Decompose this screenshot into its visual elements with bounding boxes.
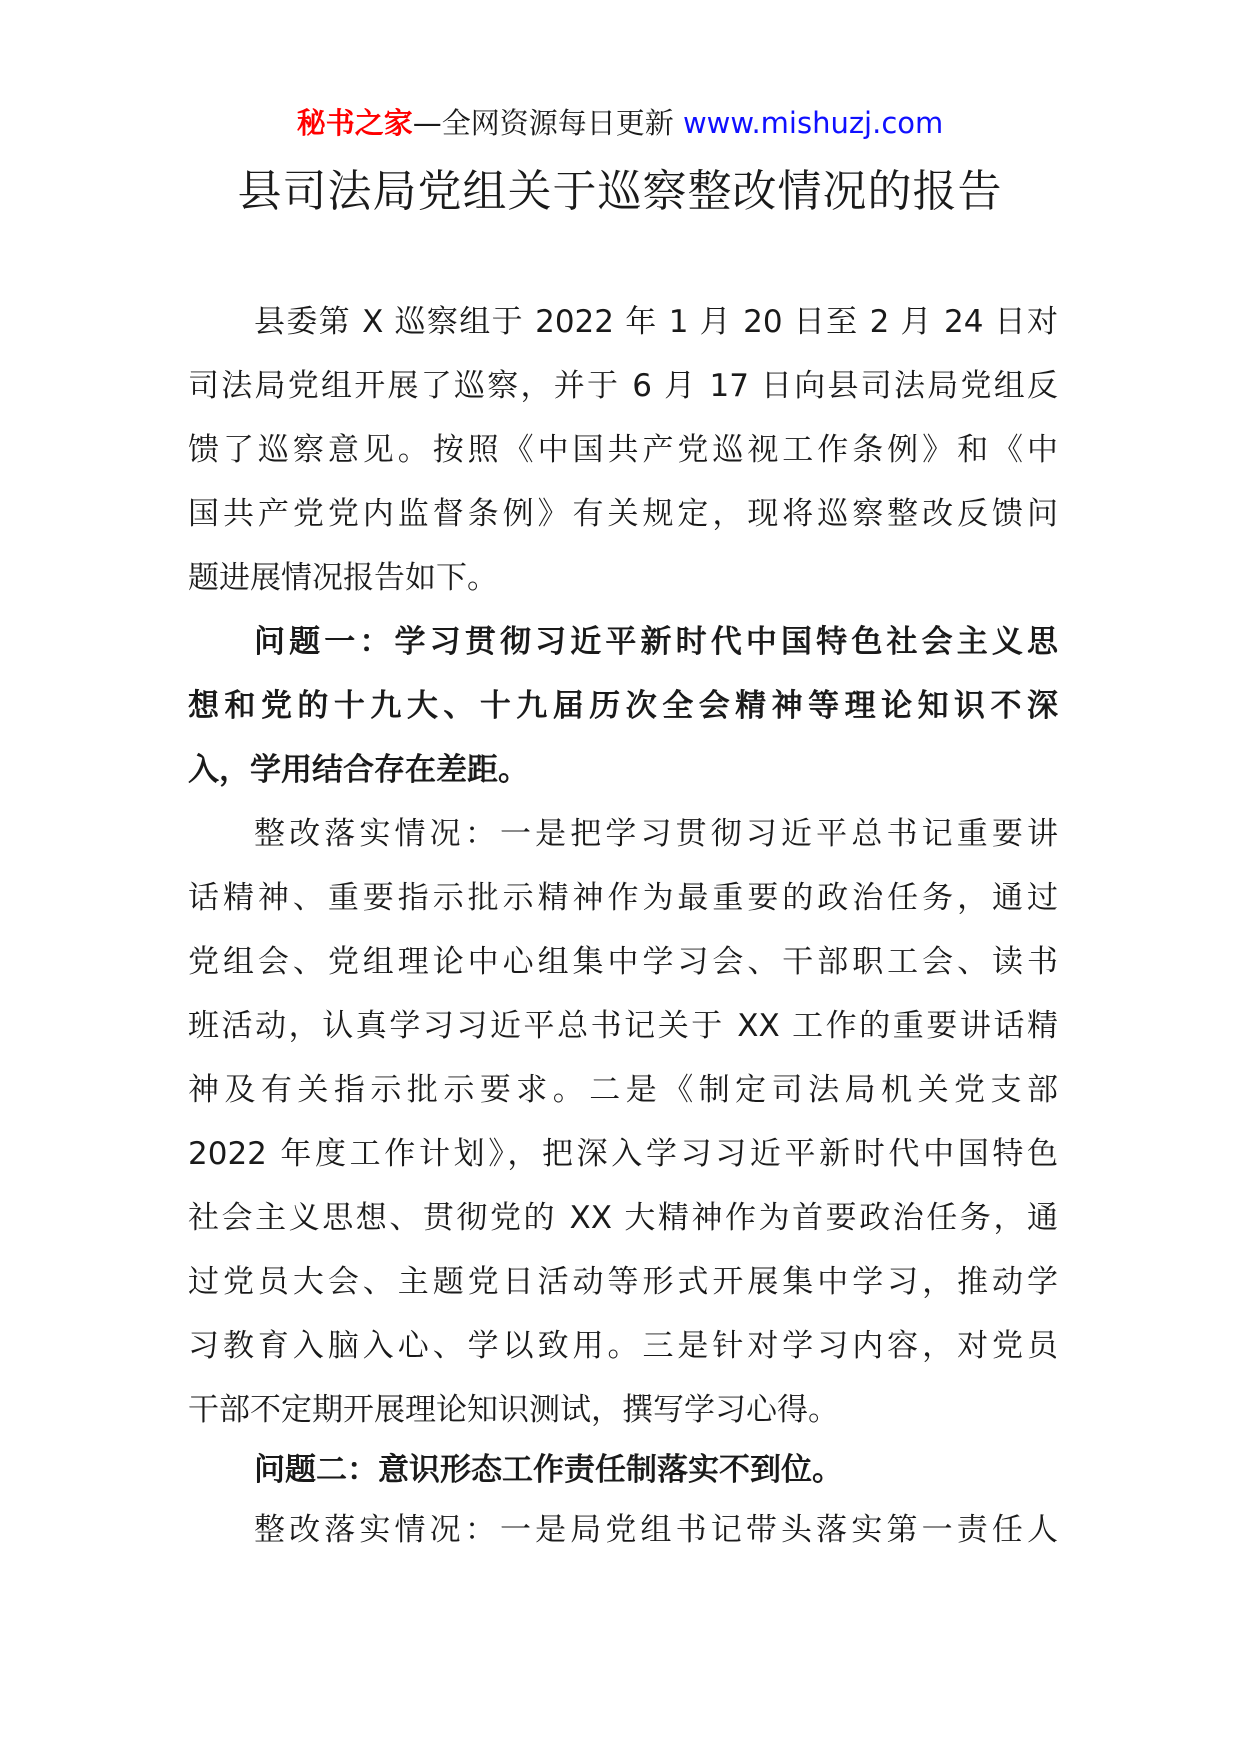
paragraph-line: 干部不定期开展理论知识测试，撰写学习心得。 bbox=[188, 1392, 839, 1428]
paragraph-line: 过党员大会、主题党日活动等形式开展集中学习，推动学 bbox=[188, 1264, 1058, 1300]
banner-slogan: —全网资源每日更新 bbox=[412, 106, 674, 140]
paragraph-line: 国共产党党内监督条例》有关规定，现将巡察整改反馈问 bbox=[188, 496, 1058, 532]
paragraph-line: 整改落实情况：一是局党组书记带头落实第一责任人 bbox=[254, 1512, 1058, 1548]
paragraph-line: 司法局党组开展了巡察，并于 6 月 17 日向县司法局党组反 bbox=[188, 368, 1058, 404]
issue-heading-line: 想和党的十九大、十九届历次全会精神等理论知识不深 bbox=[188, 688, 1058, 724]
paragraph-line: 县委第 X 巡察组于 2022 年 1 月 20 日至 2 月 24 日对 bbox=[254, 304, 1058, 340]
paragraph-line: 社会主义思想、贯彻党的 XX 大精神作为首要政治任务，通 bbox=[188, 1200, 1058, 1236]
site-banner bbox=[0, 103, 1240, 143]
document-body bbox=[188, 290, 1058, 1562]
paragraph-line: 党组会、党组理论中心组集中学习会、干部职工会、读书 bbox=[188, 944, 1058, 980]
paragraph-line: 2022 年度工作计划》，把深入学习习近平新时代中国特色 bbox=[188, 1136, 1058, 1172]
brand-name: 秘书之家 bbox=[296, 106, 413, 140]
paragraph-line: 整改落实情况：一是把学习贯彻习近平总书记重要讲 bbox=[254, 816, 1058, 852]
paragraph-line: 馈了巡察意见。按照《中国共产党巡视工作条例》和《中 bbox=[188, 432, 1058, 468]
paragraph-line: 习教育入脑入心、学以致用。三是针对学习内容，对党员 bbox=[188, 1328, 1058, 1364]
issue-heading-line: 问题一：学习贯彻习近平新时代中国特色社会主义思 bbox=[254, 624, 1058, 660]
paragraph-line: 题进展情况报告如下。 bbox=[188, 560, 498, 596]
issue-heading-line: 问题二：意识形态工作责任制落实不到位。 bbox=[254, 1452, 843, 1488]
paragraph-line: 班活动，认真学习习近平总书记关于 XX 工作的重要讲话精 bbox=[188, 1008, 1058, 1044]
paragraph-line: 话精神、重要指示批示精神作为最重要的政治任务，通过 bbox=[188, 880, 1058, 916]
issue-heading-line: 入，学用结合存在差距。 bbox=[188, 752, 529, 788]
site-url-link[interactable]: www.mishuzj.com bbox=[682, 106, 944, 140]
paragraph-line: 神及有关指示批示要求。二是《制定司法局机关党支部 bbox=[188, 1072, 1058, 1108]
document-title: 县司法局党组关于巡察整改情况的报告 bbox=[237, 166, 1003, 217]
